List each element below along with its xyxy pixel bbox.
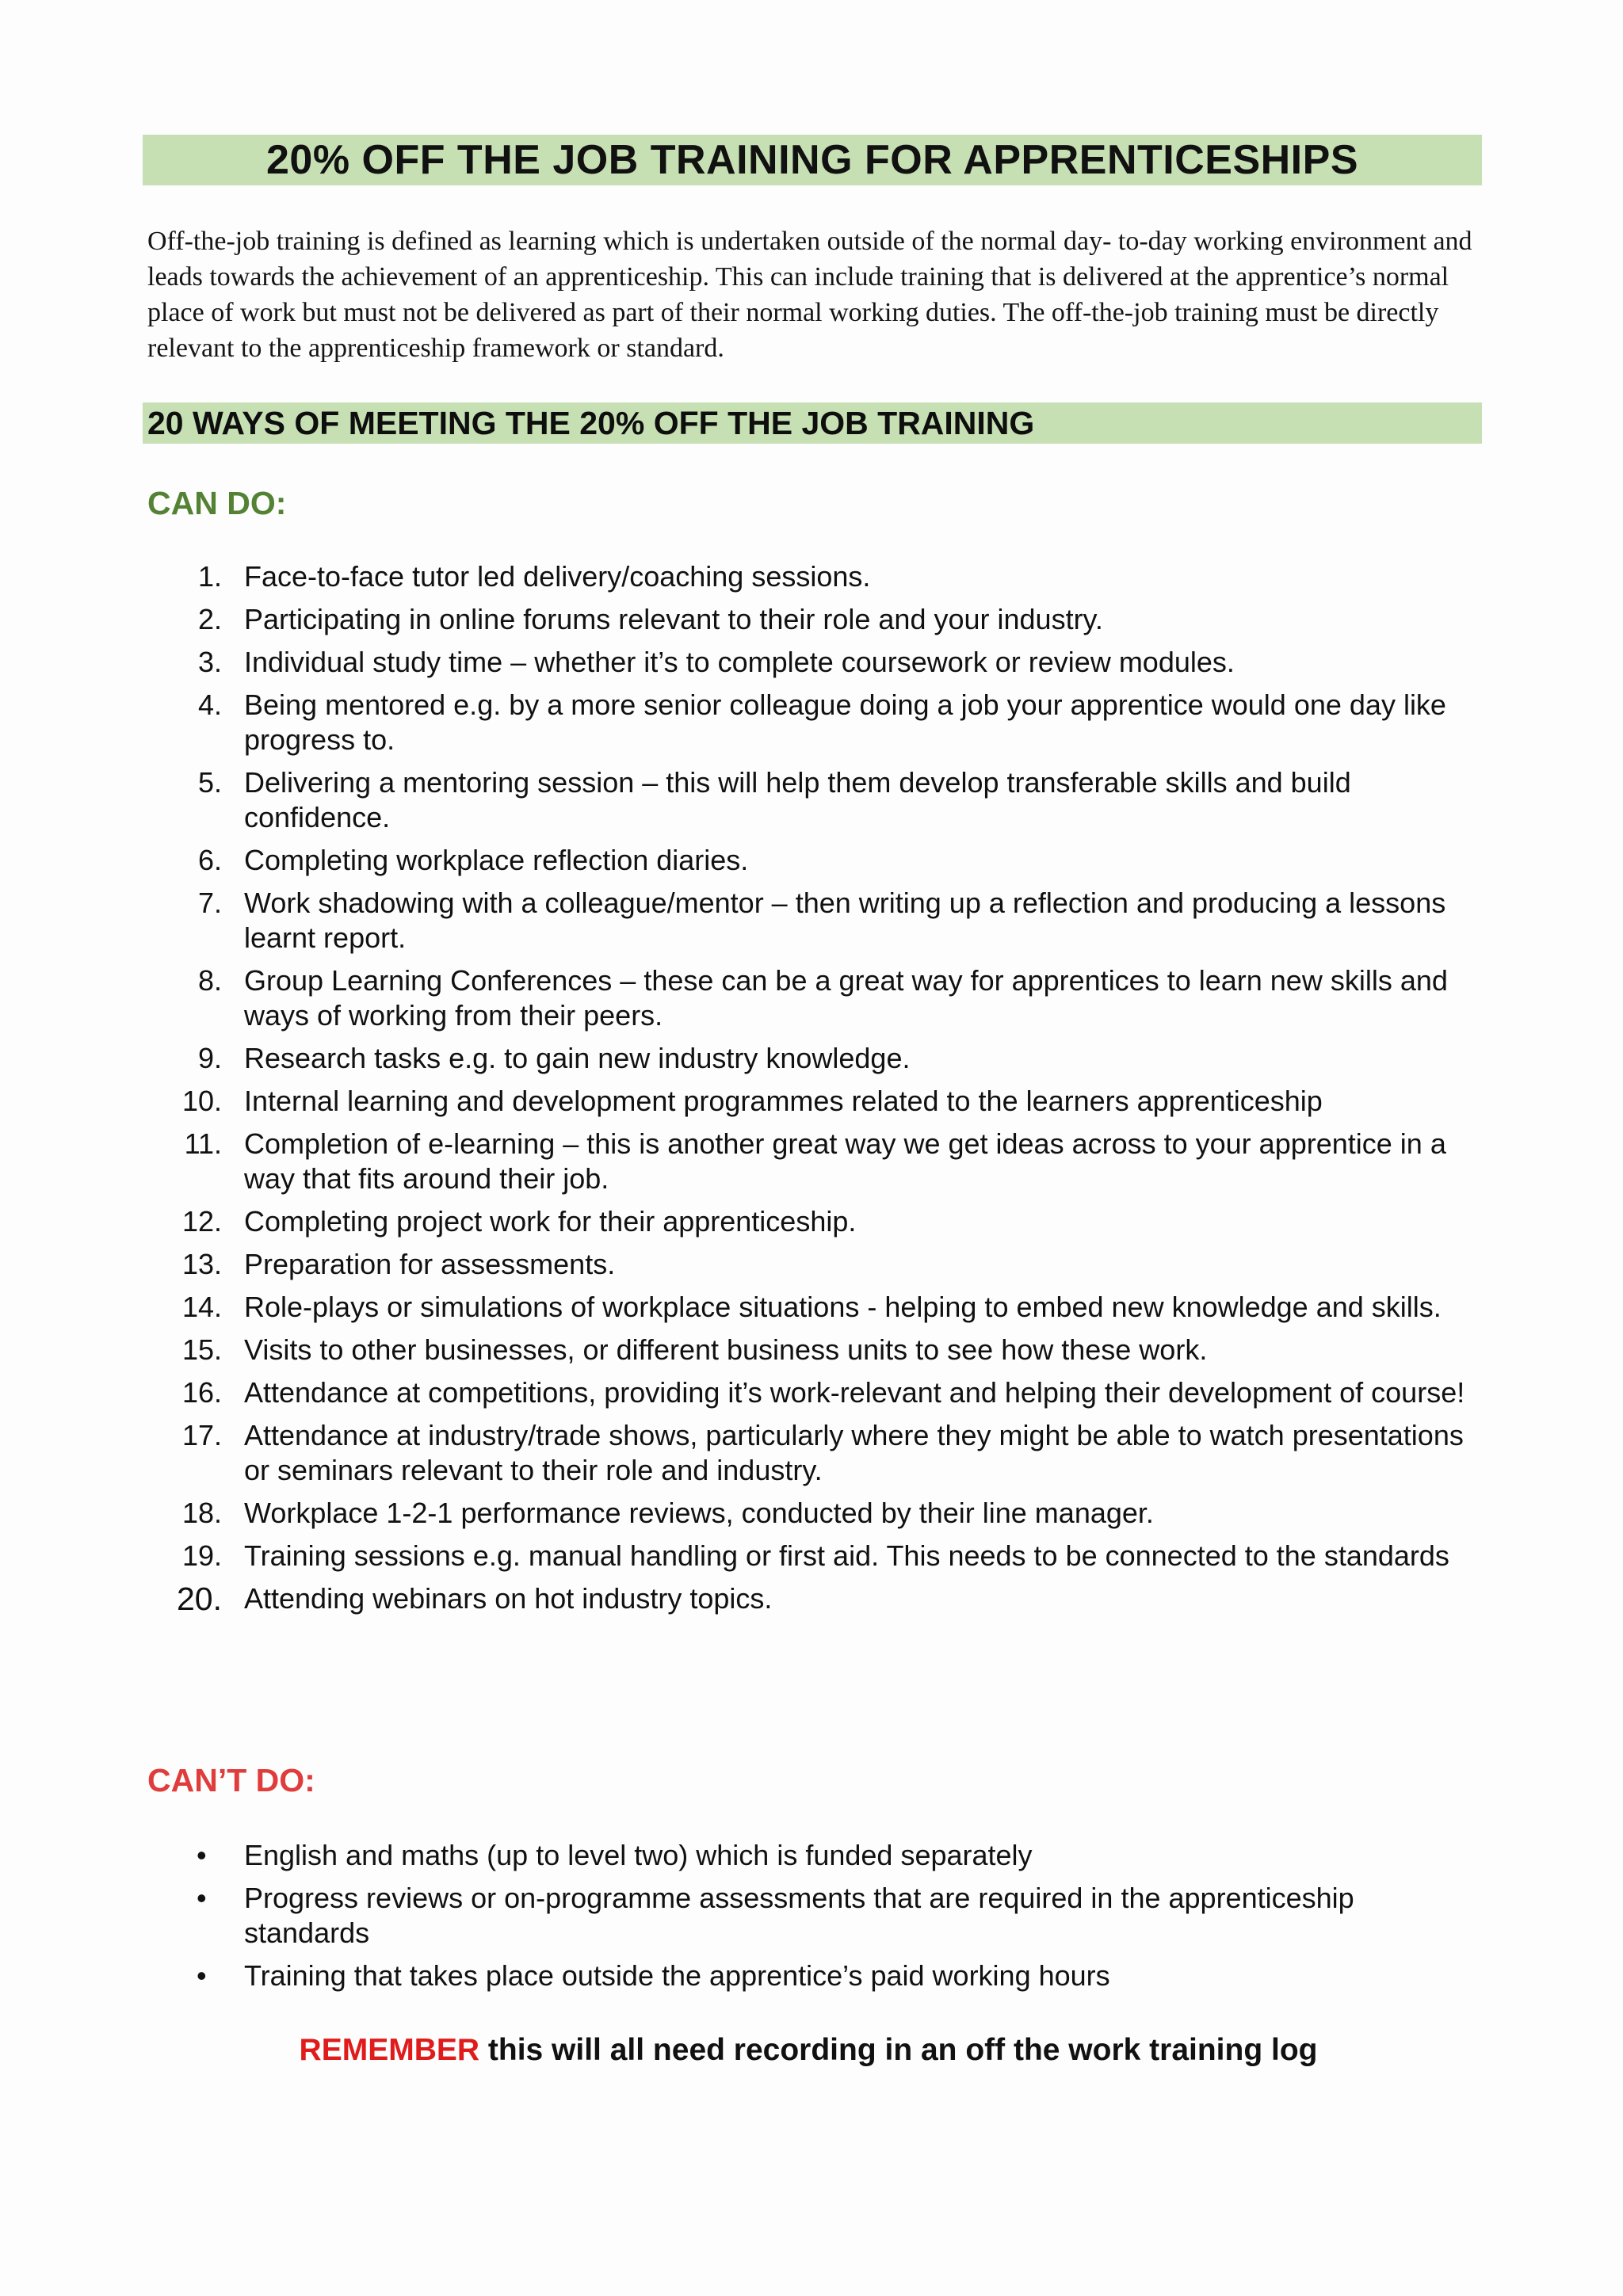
list-item-number: 13.	[181, 1248, 222, 1280]
list-item	[143, 1375, 1474, 1410]
list-item	[143, 843, 1474, 878]
list-item-number: 16.	[181, 1376, 222, 1409]
list-item-text: Face-to-face tutor led delivery/coaching sessions.	[244, 560, 871, 593]
list-item-text: Training sessions e.g. manual handling or first aid. This needs to be connected to the standards	[244, 1539, 1449, 1572]
list-item-text: Attendance at competitions, providing it’s work-relevant and helping their development of course!	[244, 1376, 1465, 1409]
title-band	[143, 135, 1482, 185]
list-item-number: 2.	[197, 603, 222, 635]
list-item	[143, 602, 1474, 637]
list-item-text: Role-plays or simulations of workplace situations - helping to embed new knowledge and skills.	[244, 1291, 1442, 1323]
list-item-number: 15.	[181, 1333, 222, 1366]
bullet-icon: •	[197, 1839, 207, 1871]
list-item-number: 19.	[181, 1539, 222, 1572]
bullet-icon: •	[197, 1959, 207, 1992]
list-item-text: Visits to other businesses, or different business units to see how these work.	[244, 1333, 1208, 1366]
remember-note	[143, 2033, 1474, 2068]
list-item	[143, 1881, 1474, 1951]
list-item	[143, 886, 1474, 955]
list-item-text: Delivering a mentoring session – this will help them develop transferable skills and build confidence.	[244, 766, 1351, 833]
list-item	[143, 559, 1474, 594]
list-item-number: 20.	[177, 1581, 222, 1617]
list-item-text: Research tasks e.g. to gain new industry knowledge.	[244, 1042, 911, 1074]
list-item-number: 18.	[181, 1497, 222, 1529]
list-item-number: 17.	[181, 1419, 222, 1451]
list-item-text: Group Learning Conferences – these can be a great way for apprentices to learn new skills and ways of working from their peers.	[244, 964, 1448, 1032]
list-item	[143, 1496, 1474, 1531]
section-heading: 20 WAYS OF MEETING THE 20% OFF THE JOB TRAINING	[147, 404, 1035, 441]
list-item-text: Training that takes place outside the apprentice’s paid working hours	[244, 1959, 1110, 1992]
list-item	[143, 1333, 1474, 1367]
list-item	[143, 765, 1474, 835]
list-item-number: 10.	[181, 1085, 222, 1117]
list-item	[143, 1290, 1474, 1325]
list-item	[143, 1539, 1474, 1573]
list-item-text: Participating in online forums relevant to their role and your industry.	[244, 603, 1103, 635]
list-item-text: Completing workplace reflection diaries.	[244, 844, 749, 876]
list-item-number: 1.	[197, 560, 222, 593]
list-item	[143, 1041, 1474, 1076]
list-item-text: Work shadowing with a colleague/mentor – then writing up a reflection and producing a lessons learnt report.	[244, 887, 1446, 954]
list-item-text: Completing project work for their apprenticeship.	[244, 1205, 857, 1238]
list-item-number: 8.	[197, 964, 222, 997]
list-item	[143, 1247, 1474, 1282]
list-item-text: English and maths (up to level two) which is funded separately	[244, 1839, 1033, 1871]
list-item-text: Individual study time – whether it’s to complete coursework or review modules.	[244, 646, 1235, 678]
remember-text: this will all need recording in an off the work training log	[479, 2033, 1318, 2067]
can-do-list	[143, 559, 1474, 1624]
list-item-number: 14.	[181, 1291, 222, 1323]
list-item	[143, 1418, 1474, 1488]
list-item-text: Being mentored e.g. by a more senior colleague doing a job your apprentice would one day like progress to.	[244, 688, 1446, 756]
cant-do-list	[143, 1838, 1474, 2001]
can-do-heading: CAN DO:	[147, 485, 287, 521]
section-band	[143, 402, 1482, 444]
list-item-number: 9.	[197, 1042, 222, 1074]
list-item-text: Completion of e-learning – this is another great way we get ideas across to your apprentice in a way that fits around their job.	[244, 1127, 1446, 1195]
list-item-number: 5.	[197, 766, 222, 799]
list-item-text: Attending webinars on hot industry topics.	[244, 1582, 773, 1615]
list-item	[143, 1204, 1474, 1239]
remember-keyword: REMEMBER	[299, 2033, 480, 2067]
list-item-number: 6.	[197, 844, 222, 876]
list-item-text: Progress reviews or on-programme assessments that are required in the apprenticeship standards	[244, 1882, 1354, 1949]
list-item	[143, 1581, 1474, 1616]
list-item-text: Preparation for assessments.	[244, 1248, 616, 1280]
page-title: 20% OFF THE JOB TRAINING FOR APPRENTICESHIPS	[265, 137, 1358, 183]
list-item	[143, 1958, 1474, 1993]
bullet-icon: •	[197, 1882, 207, 1914]
list-item-number: 3.	[197, 646, 222, 678]
list-item	[143, 1838, 1474, 1873]
list-item	[143, 1084, 1474, 1119]
list-item-number: 4.	[197, 688, 222, 721]
list-item-number: 12.	[181, 1205, 222, 1238]
list-item	[143, 645, 1474, 680]
list-item-text: Attendance at industry/trade shows, particularly where they might be able to watch presentations or seminars relevant to their role and industry.	[244, 1419, 1464, 1486]
intro-paragraph: Off-the-job training is defined as learning which is undertaken outside of the normal day- to-day working environment and leads towards the achievement of an apprenticeship. This can include training that is delivered at the apprentice’s normal place of work but must not be delivered as part of their normal working duties. The off-the-job training must be directly relevant to the apprenticeship framework or standard.	[147, 227, 1472, 363]
list-item-number: 11.	[184, 1127, 222, 1160]
list-item	[143, 1127, 1474, 1196]
list-item	[143, 688, 1474, 757]
list-item-text: Workplace 1-2-1 performance reviews, conducted by their line manager.	[244, 1497, 1154, 1529]
list-item-text: Internal learning and development programmes related to the learners apprenticeship	[244, 1085, 1323, 1117]
list-item	[143, 963, 1474, 1033]
cant-do-heading: CAN’T DO:	[147, 1762, 315, 1798]
list-item-number: 7.	[197, 887, 222, 919]
